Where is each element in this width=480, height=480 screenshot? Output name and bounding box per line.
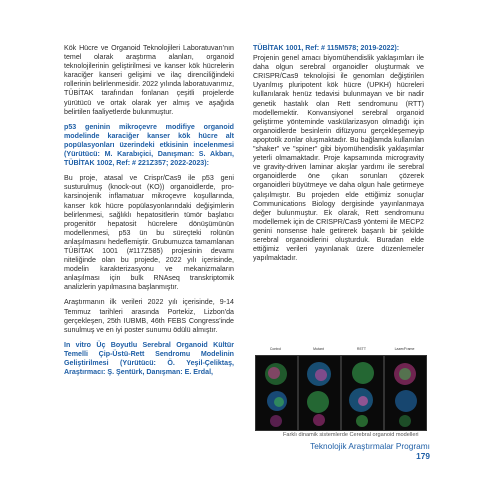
congress-paragraph: Araştırmanın ilk verileri 2022 yılı içerisinde, 9-14 Temmuz tarihleri arasında Portekiz, Lizbon'da gerçekleşen, 25th IUBMB, 46th FEBS Congress'inde sunulmuş ve en iyi poster sunumu ödülü almıştır. (64, 298, 234, 334)
microscopy-panel-3 (341, 355, 384, 431)
microscopy-panel-4 (384, 355, 427, 431)
panel-title-2: Mutant (313, 347, 324, 351)
intro-paragraph: Kök Hücre ve Organoid Teknolojileri Laboratuvarı'nın temel olarak araştırma alanları, organoid teknolojilerinin geliştirilmesi ve kanser kök hücrelerin karaciğer kanseri gelişimi ve ilaç direnciliğindeki rollerinin belirlenmesidir. 2022 yılında laboratuvarımız, TÜBİTAK tarafından fonlanan çeşitli projelerde yürütücü ve ortak olarak yer almış ve aşağıda belirtilen faaliyetlerde bulunmuştur. (64, 44, 234, 116)
microscopy-panel-1 (255, 355, 298, 431)
project-heading-p53: p53 geninin mikroçevre modifiye organoid modelinde karaciğer kanser kök hücre alt popülasyonları üzerindeki etkisinin incelenmesi (Yürütücü: M. Karabıçici, Danışman: S. Akbarı, TÜBİTAK 1002, Ref: # 221Z357; 2022-2023): (64, 122, 234, 168)
left-column (64, 44, 234, 383)
footer-program-name: Teknolojik Araştırmalar Programı (310, 441, 430, 451)
project-heading-rett: In vitro Üç Boyutlu Serebral Organoid Kültür Temelli Çip-Üstü-Rett Sendromu Modelinin Geliştirilmesi (Yürütücü: Ö. Yeşil-Çeliktaş, Araştırmacı: Ş. Şentürk, Danışman: E. Erdal, (64, 340, 234, 377)
organoid-figure (253, 347, 424, 429)
project-ref-heading: TÜBİTAK 1001, Ref: # 115M578; 2019-2022): (253, 44, 400, 52)
right-column (253, 44, 424, 269)
page-number: 179 (416, 451, 430, 461)
figure-caption: Farklı dinamik sistemlerde Cerebral organoid modelleri (283, 432, 419, 438)
project-description-p53: Bu proje, atasal ve Crispr/Cas9 ile p53 geni susturulmuş (knock-out (KO)) organoidlerde, pro-karsinojenik inflamatuar mikroçevre koşullarında, kanser kök hücre popülasyonlarındaki değişimlerin belirlenmesi, sağlıklı hepatositlerin tümör başlatıcı progenitör hepatosit hücrelere dönüşümünün modellenmesi, p53 ün bu süreçteki rolünün anlaşılmasını hedeflemiştir. Grubumuzca tamamlanan TÜBİTAK 1001 (#117Z585) projesinin devamı niteliğinde olan bu projede, 2022 yılı içerisinde, modelin karakterizasyonu ve mekanizmaların anlaşılması için bulk RNAseq transkriptomik analizlerin yapılmasına başlanmıştır. (64, 174, 234, 292)
microscopy-panel-2 (298, 355, 341, 431)
panel-title-3: RETT (356, 347, 367, 351)
project-description-rett: Projenin genel amacı biyomühendislik yaklaşımları ile daha olgun serebral organoidler oluşturmak ve CRISPR/Cas9 teknolojisi ile genomları değiştirilen Uyarılmış pluripotent kök hücre (UPKH) hücreleri kullanılarak henüz tedavisi bulunmayan ve bir nadir genetik hastalık olan Rett sendromunu (RTT) modellemektir. Konvansiyonel serebral organoid geliştirme yönteminde vaskülarizasyon olmadığı için organoidlerde besinlerin difüzyonu gerçekleşemeyip apoptotik zonlar oluşmaktadır. Bu bağlamda kullanılan "shaker" ve "spiner" gibi biyomühendislik yaklaşımlar yeterli olmamaktadır. Proje kapsamında microgravity ve gravity-driven laminar akışlar yardımı ile serebral organoidlerde öne çıkan sorunları çözerek organoidleri büyütmeye ve daha olgun hale getirmeye çalışılmıştır. Bu projeden elde ettiğimiz sonuçlar Communications Biology dergisinde yayınlanmaya değer bulunmuştur. Ek olarak, Rett sendromunu modellemek için de CRISPR/Cas9 yöntemi ile MECP2 genini nonsense hale getirerek başarılı bir şekilde serebral organoidlerini oluşturduk. Buradan elde ettiğimiz verileri yayınlanak üzere düzenlemeler yapılmaktadır. (253, 54, 424, 263)
page-footer (294, 441, 430, 461)
panel-title-1: Control (269, 347, 282, 351)
panel-title-4: Lazer/Frame (394, 347, 415, 351)
